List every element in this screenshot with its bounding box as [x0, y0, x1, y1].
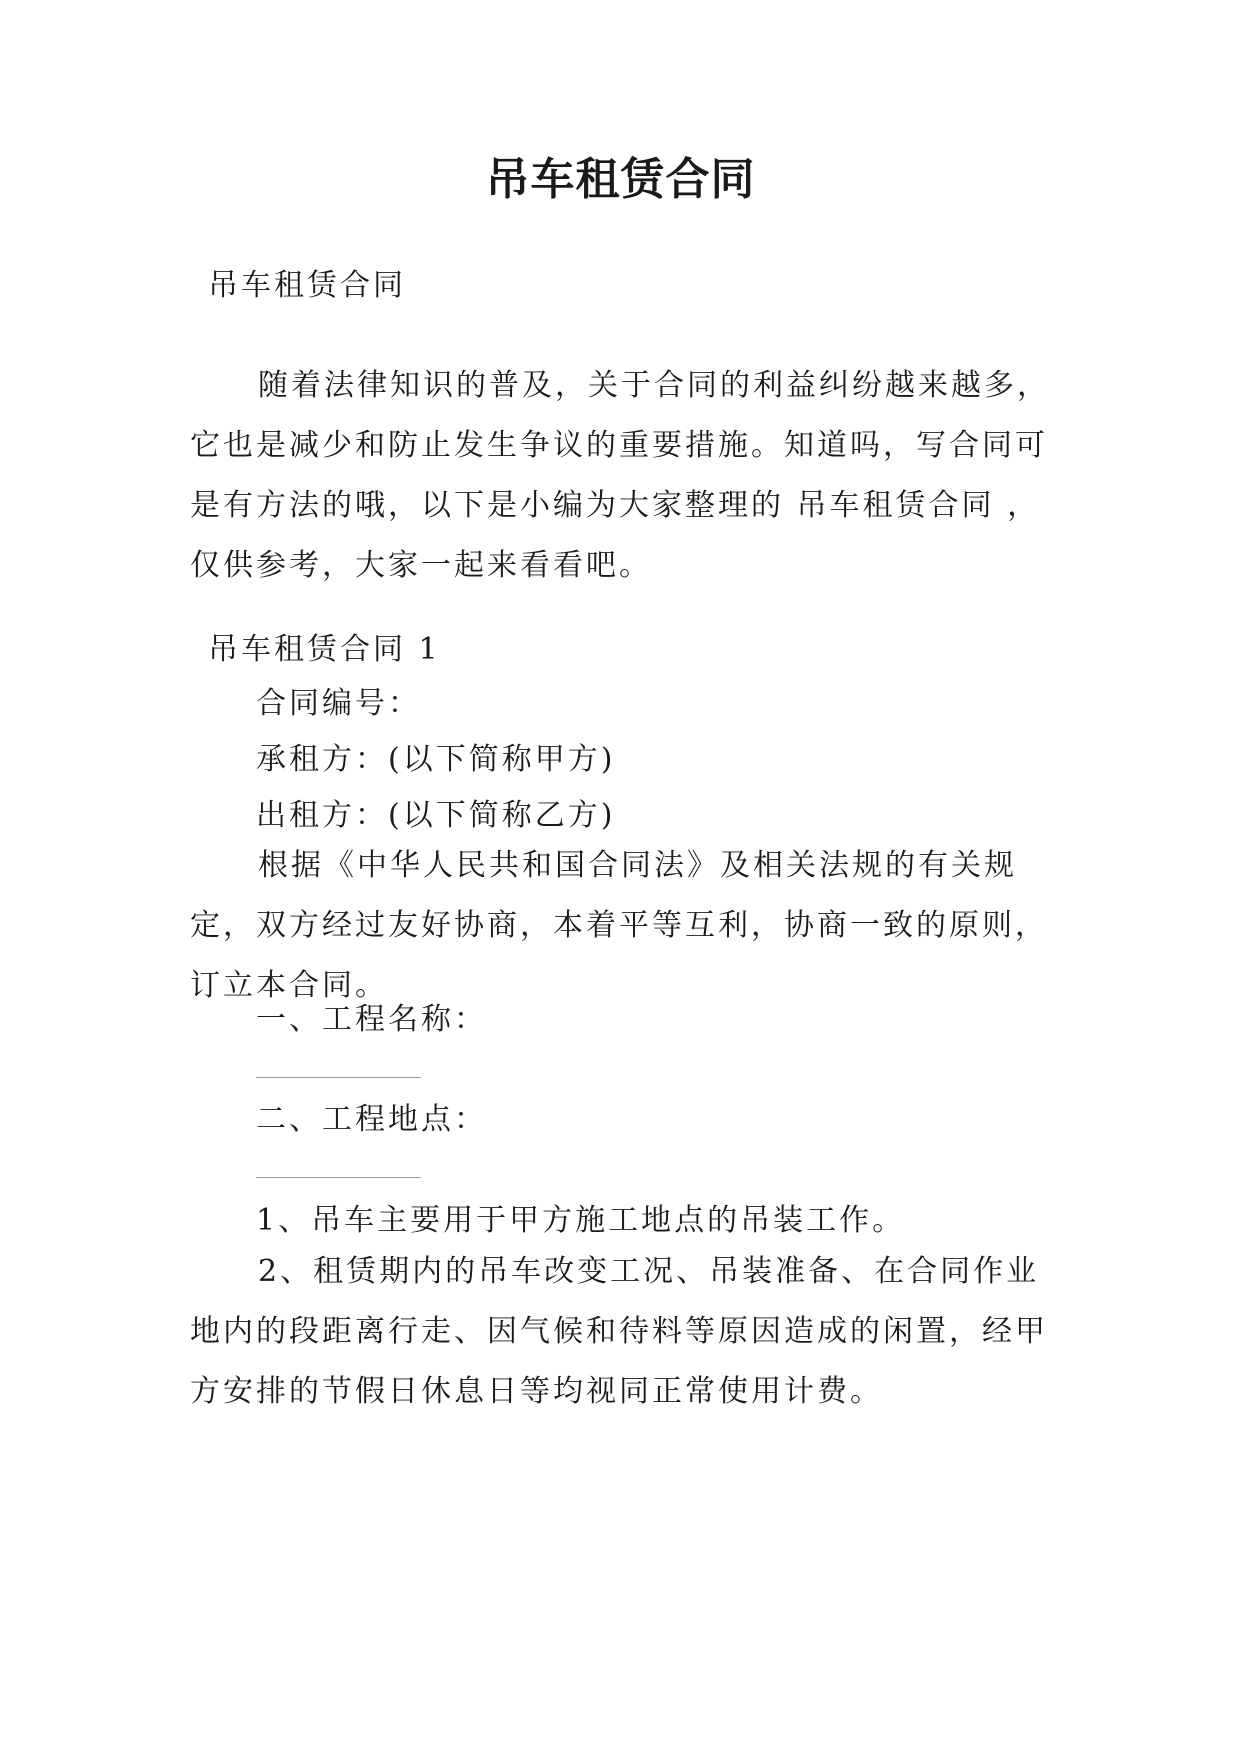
project-name-blank	[256, 1077, 421, 1078]
preamble-paragraph: 根据《中华人民共和国合同法》及相关法规的有关规定，双方经过友好协商，本着平等互利，协商一致的原则，订立本合同。	[190, 848, 1048, 1003]
project-site-blank	[256, 1177, 421, 1178]
lessor-line: 出租方：(以下简称乙方)	[256, 798, 616, 833]
contract-number-label: 合同编号：	[256, 686, 421, 721]
project-site-label: 二、工程地点：	[256, 1102, 487, 1137]
clause-2: 2、租赁期内的吊车改变工况、吊装准备、在合同作业地内的段距离行走、因气候和待料等原因造成的闲置，经甲方安排的节假日休息日等均视同正常使用计费。	[190, 1254, 1048, 1409]
section-heading: 吊车租赁合同 1	[208, 632, 441, 667]
intro-paragraph: 随着法律知识的普及，关于合同的利益纠纷越来越多，它也是减少和防止发生争议的重要措施。知道吗，写合同可是有方法的哦，以下是小编为大家整理的 吊车租赁合同 ，仅供参考，大家一起来看看吧。	[190, 368, 1050, 583]
document-title: 吊车租赁合同	[485, 154, 756, 205]
lessee-line: 承租方：(以下简称甲方)	[256, 742, 616, 777]
project-name-label: 一、工程名称：	[256, 1002, 487, 1037]
document-subtitle: 吊车租赁合同	[208, 268, 406, 303]
clause-1: 1、吊车主要用于甲方施工地点的吊装工作。	[256, 1203, 906, 1238]
